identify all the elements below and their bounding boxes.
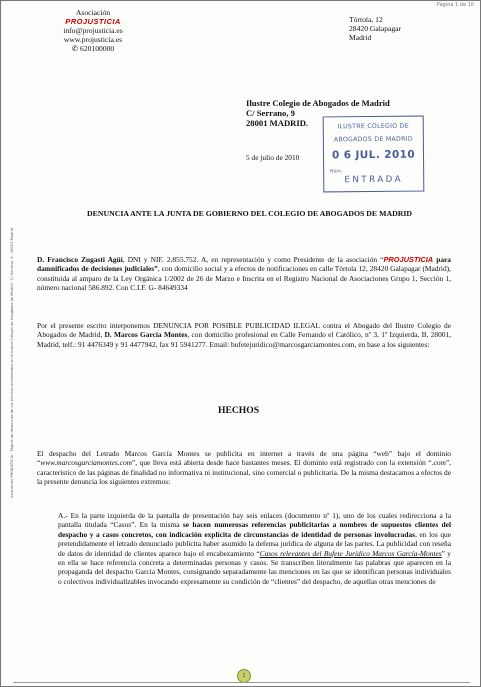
stamp-entry: ENTRADA <box>344 174 404 186</box>
section-title: HECHOS <box>218 405 260 416</box>
org-name: PROJUSTICIA <box>65 17 121 26</box>
letter-date: 5 de julio de 2010 <box>246 153 300 162</box>
org-phone <box>43 44 143 53</box>
stamp-line1: ILUSTRE COLEGIO DE <box>337 122 410 131</box>
p2-text1: Por el presente escrito interponemos DENUNCIA POR POSIBLE PUBLICIDAD ILEGAL contra el Abogado del Ilustre Colegio de Abogados de Madrid, <box>37 321 451 340</box>
p1-org-desc: para damnificados de decisiones judiciales” <box>37 255 452 274</box>
org-line1: Asociación <box>75 8 111 17</box>
paragraph-complaint <box>37 321 451 349</box>
p2-text2: , con domicilio profesional en Calle Fernando el Católico, nº 3, 1º Izquierda, B, 28001, Madrid, telf.: 91 4476349 y 91 4477942, fax 91 5941277. Email: bufetejuridico@marcosgarciamontes.com, en base a los siguientes: <box>37 330 452 349</box>
sender-street: Tórtola, 12 <box>349 15 383 24</box>
org-web: www.projusticia.es <box>63 35 123 44</box>
complainant-name: D. Francisco Zugasti Agüí <box>37 255 123 264</box>
letterhead <box>43 8 143 53</box>
org-phone-number: 620100000 <box>80 44 115 53</box>
recipient-line3: 28001 MADRID. <box>246 118 309 128</box>
p3-text2: ”, que lleva está abierta desde hace bastantes meses. El dominio está registrado con la extensión “ <box>131 458 432 468</box>
paragraph-facts-intro <box>37 449 451 487</box>
paragraph-complainant <box>37 255 451 293</box>
recipient-line2: C/ Serrano, 9 <box>246 108 295 118</box>
stamp-num-label: Núm. <box>330 169 343 175</box>
stamp-date: 0 6 JUL. 2010 <box>331 148 416 162</box>
p1-org: PROJUSTICIA <box>383 255 434 264</box>
p4-bold: se hacen numerosas referencias publicitarias a nombres de supuestos clientes del despacho y a casos concretos, con indicación explícita de circunstancias de identidad de personas involucradas <box>58 520 451 539</box>
p1-text3: , con domicilio social y a efectos de notificaciones en calle Tórtola 12, 28420 Galapagar (Madrid), constituida al amparo de la Ley Orgánica 1/2002 de 26 de Marzo e Inscrita en el Registro Nacional de Asociaciones Grupo 1, Sección 1, número nacional 586.892. Con C.I.F. G- 84649334 <box>37 264 451 293</box>
p4-text1: A.- En la parte izquierda de la pantalla de presentación hay seis enlaces (documento nº 1), uno de los cuales redirecciona a la pantalla titulada “Casos”. En la misma <box>58 511 451 530</box>
entry-stamp <box>323 116 425 193</box>
p3-text3: ”, característico de las páginas de finalidad no informativa ni institucional, sino comercial o publicitaria. De la misma destacamos a efectos de la presente denuncia los siguientes extremos: <box>37 458 451 487</box>
stamp-line2: ABOGADOS DE MADRID <box>333 135 413 144</box>
page-bottom-line <box>13 682 470 683</box>
sender-address <box>349 15 401 42</box>
document-title: DENUNCIA ANTE LA JUNTA DE GOBIERNO DEL COLEGIO DE ABOGADOS DE MADRID <box>87 209 412 218</box>
p3-ext: .com <box>431 458 446 468</box>
defendant-name: D. Marcos García Montes <box>104 330 188 340</box>
sender-city: 28420 Galapagar <box>349 24 402 33</box>
p4-underlined: Casos relevantes del Bufete Jurídico Marcos García-Montes <box>259 548 442 558</box>
p3-text1: El despacho del Letrado Marcos García Montes se publicita en internet a través de una página “web” bajo el dominio “ <box>37 449 451 468</box>
page-number: Página 1 de 10 <box>436 2 474 8</box>
org-email: info@projusticia.es <box>63 26 123 35</box>
recipient-line1: Ilustre Colegio de Abogados de Madrid <box>246 98 390 108</box>
p4-text2: , en los que pretendidamente el letrado denunciado publicita haber asumido la defensa jurídica de alguna de las partes. La publicidad con reseña de datos de identidad de clientes aparece bajo el encabezamiento “ <box>58 529 451 558</box>
side-margin-note <box>2 61 14 681</box>
paragraph-fact-a <box>58 511 451 586</box>
page-seal: 1 <box>237 669 251 683</box>
sender-region: Madrid <box>349 33 372 42</box>
p1-text1: , DNI y NIF. 2.855.752. A, en representación y como Presidente de la asociación “ <box>122 255 384 264</box>
p3-domain: www.marcosgarciamontes.com <box>40 458 132 468</box>
p4-text3: ” y en ella se hace referencia concreta a determinadas personas y casos. Se transcriben literalmente las palabras que aparecen en la propaganda del despacho García Montes, consignando separadamente las menciones en las que se identifican personas individuales o colectivos individualizables invocando expresamente su condición de “clientes” del despacho, de aquellas otras menciones de <box>58 548 451 586</box>
side-note-text: Asociación PROJUSTICIA · Página de denuncias de los escritos presentados en el Ilustre Colegio de Abogados de Madrid · C/ Serrano, 9 · 28001 Madrid <box>10 228 14 498</box>
phone-icon: ✆ <box>71 44 79 53</box>
